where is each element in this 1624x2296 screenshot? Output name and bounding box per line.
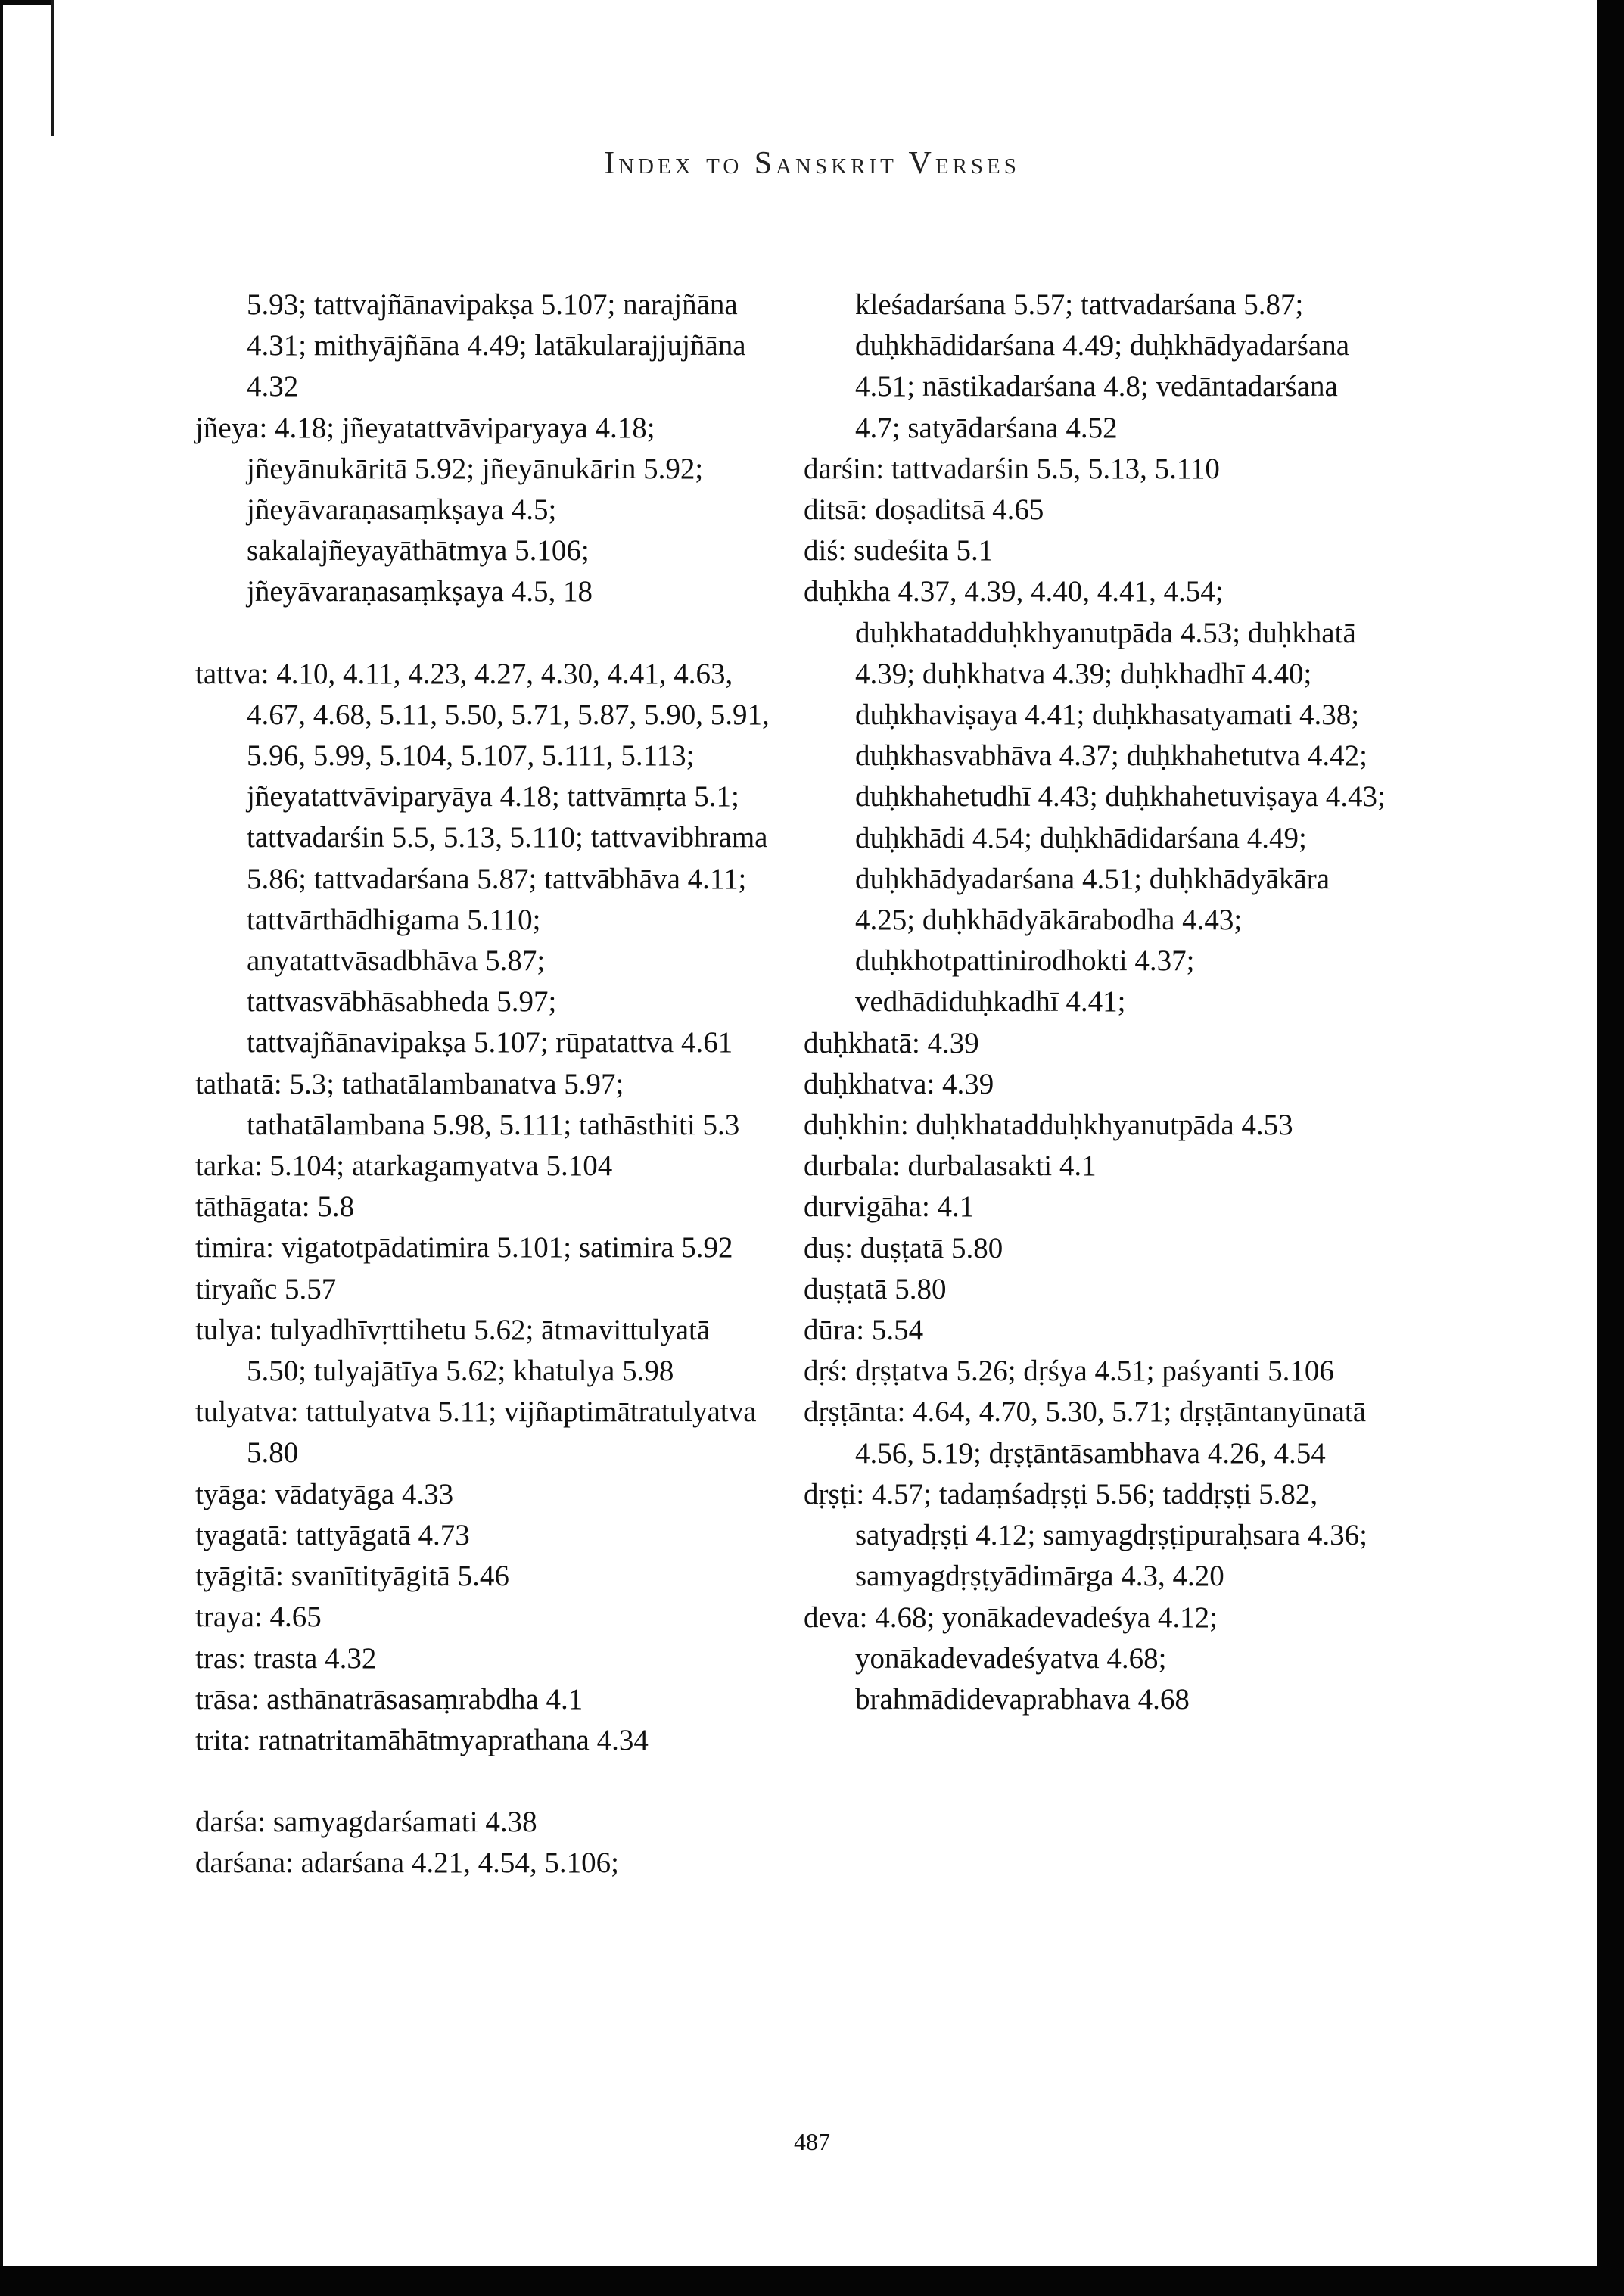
index-entry: tarka: 5.104; atarkagamyatva 5.104: [195, 1150, 613, 1183]
index-entry: tyāga: vādatyāga 4.33: [195, 1477, 454, 1510]
index-entry: jñeya: 4.18; jñeyatattvāviparyaya 4.18; jñeyānukāritā 5.92; jñeyānukārin 5.92; jñeyāvaraṇasaṃkṣaya 4.5; sakalajñeyayāthātmya 5.106; jñeyāvaraṇasaṃkṣaya 4.5, 18: [195, 411, 704, 608]
index-entry: dṛṣṭānta: 4.64, 4.70, 5.30, 5.71; dṛṣṭāntanyūnatā 4.56, 5.19; dṛṣṭāntāsambhava 4.26, 4.54: [804, 1395, 1367, 1470]
index-entry: trāsa: asthānatrāsasaṃrabdha 4.1: [195, 1682, 583, 1716]
index-entry: tulyatva: tattulyatva 5.11; vijñaptimātratulyatva 5.80: [195, 1395, 757, 1470]
index-entry: ditsā: doṣaditsā 4.65: [804, 493, 1044, 527]
index-entry: tattva: 4.10, 4.11, 4.23, 4.27, 4.30, 4.41, 4.63, 4.67, 4.68, 5.11, 5.50, 5.71, 5.87, 5.90, 5.91, 5.96, 5.99, 5.104, 5.107, 5.111, 5.113; jñeyatattvāviparyāya 4.18; tattvāmṛta 5.1; tattvadarśin 5.5, 5.13, 5.110; tattvavibhrama 5.86; tattvadarśana 5.87; tattvābhāva 4.11; tattvārthādhigama 5.110; anyatattvāsadbhāva 5.87; tattvasvābhāsabheda 5.97; tattvajñānavipakṣa 5.107; rūpatattva 4.61: [195, 657, 770, 1059]
index-entry: tyagatā: tattyāgatā 4.73: [195, 1518, 470, 1551]
index-entry: durvigāha: 4.1: [804, 1190, 975, 1224]
index-entry: duḥkhatā: 4.39: [804, 1026, 979, 1059]
right-continuation: kleśadarśana 5.57; tattvadarśana 5.87; duḥkhādidarśana 4.49; duḥkhādyadarśana 4.51; nāstikadarśana 4.8; vedāntadarśana 4.7; satyādarśana 4.52: [855, 288, 1350, 444]
index-entry: tathatā: 5.3; tathatālambanatva 5.97; tathatālambana 5.98, 5.111; tathāsthiti 5.3: [195, 1067, 740, 1141]
section-gap: [195, 1761, 770, 1802]
left-continuation: 5.93; tattvajñānavipakṣa 5.107; narajñāna 4.31; mithyājñāna 4.49; latākularajjujñāna 4.32: [247, 288, 746, 403]
index-entry: duḥkhin: duḥkhatadduḥkhyanutpāda 4.53: [804, 1109, 1293, 1142]
index-entry: dūra: 5.54: [804, 1314, 924, 1347]
right-column: [804, 285, 1386, 1720]
index-entry: duṣ: duṣṭatā 5.80: [804, 1231, 1003, 1265]
index-entry: duḥkha 4.37, 4.39, 4.40, 4.41, 4.54; duḥkhatadduḥkhyanutpāda 4.53; duḥkhatā 4.39; duḥkhatva 4.39; duḥkhadhī 4.40; duḥkhaviṣaya 4.41; duḥkhasatyamati 4.38; duḥkhasvabhāva 4.37; duḥkhahetutva 4.42; duḥkhahetudhī 4.43; duḥkhahetuviṣaya 4.43; duḥkhādi 4.54; duḥkhādidarśana 4.49; duḥkhādyadarśana 4.51; duḥkhādyākāra 4.25; duḥkhādyākārabodha 4.43; duḥkhotpattinirodhokti 4.37; vedhādiduḥkadhī 4.41;: [804, 575, 1386, 1019]
index-entry: traya: 4.65: [195, 1601, 322, 1634]
scan-inner-left-mark: [51, 0, 54, 136]
index-entry: duḥkhatva: 4.39: [804, 1067, 994, 1100]
scan-bottom-border: [0, 2266, 1624, 2296]
left-column: [195, 285, 770, 1884]
section-gap: [195, 613, 770, 654]
index-entry: tiryañc 5.57: [195, 1272, 337, 1305]
index-entry: durbala: durbalasakti 4.1: [804, 1150, 1097, 1183]
index-entry: tulya: tulyadhīvṛttihetu 5.62; ātmavittulyatā 5.50; tulyajātīya 5.62; khatulya 5.98: [195, 1313, 711, 1388]
index-entry: darśin: tattvadarśin 5.5, 5.13, 5.110: [804, 452, 1220, 485]
scan-right-border: [1597, 0, 1624, 2296]
running-head: Index to Sanskrit Verses: [604, 146, 1020, 181]
index-entry: deva: 4.68; yonākadevadeśya 4.12; yonākadevadeśyatva 4.68; brahmādidevaprabhava 4.68: [804, 1601, 1218, 1716]
index-entry: tras: trasta 4.32: [195, 1641, 377, 1675]
index-entry: darśana: adarśana 4.21, 4.54, 5.106;: [195, 1846, 619, 1880]
index-entry: dṛṣṭi: 4.57; tadaṃśadṛṣṭi 5.56; taddṛṣṭi 5.82, satyadṛṣṭi 4.12; samyagdṛṣṭipuraḥsara 4.36; samyagdṛṣṭyādimārga 4.3, 4.20: [804, 1477, 1367, 1593]
index-entry: diś: sudeśita 5.1: [804, 534, 994, 568]
scan-left-border: [0, 0, 3, 2296]
index-entry: timira: vigatotpādatimira 5.101; satimira 5.92: [195, 1231, 733, 1265]
index-entry: trita: ratnatritamāhātmyaprathana 4.34: [195, 1723, 649, 1756]
page-number: 487: [794, 2128, 830, 2155]
index-entry: darśa: samyagdarśamati 4.38: [195, 1806, 537, 1839]
index-entry: tāthāgata: 5.8: [195, 1190, 355, 1224]
index-entry: dṛś: dṛṣṭatva 5.26; dṛśya 4.51; paśyanti 5.106: [804, 1355, 1334, 1388]
index-entry: duṣṭatā 5.80: [804, 1272, 947, 1305]
index-entry: tyāgitā: svanītityāgitā 5.46: [195, 1560, 509, 1593]
scan-top-left-border: [0, 0, 53, 5]
